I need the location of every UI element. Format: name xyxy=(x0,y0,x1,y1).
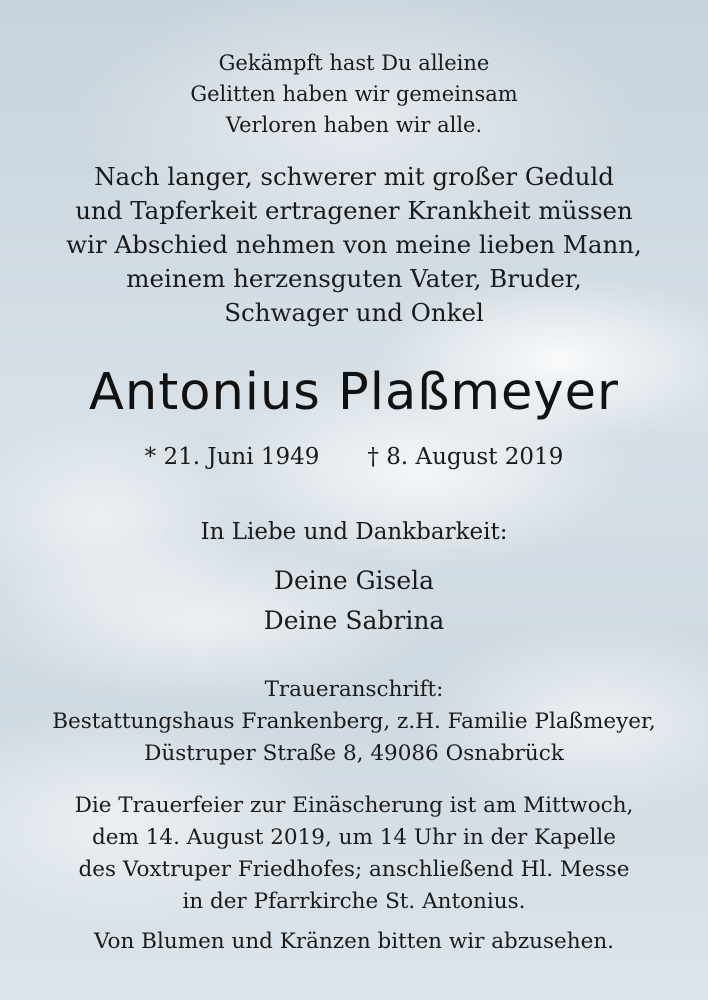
intro-line: und Tapferkeit ertragener Krankheit müssen xyxy=(75,196,633,225)
ceremony-info xyxy=(0,790,708,918)
ceremony-line: Die Trauerfeier zur Einäscherung ist am Mittwoch, xyxy=(74,793,634,818)
closing-note: Von Blumen und Kränzen bitten wir abzusehen. xyxy=(94,929,614,954)
mourning-address xyxy=(0,674,708,770)
death-date: † 8. August 2019 xyxy=(367,444,564,470)
poem-line: Verloren haben wir alle. xyxy=(225,113,483,137)
signers xyxy=(0,561,708,641)
signer: Deine Sabrina xyxy=(263,606,445,635)
intro-line: Schwager und Onkel xyxy=(224,298,484,327)
intro-line: wir Abschied nehmen von meine lieben Mann, xyxy=(66,230,642,259)
birth-date: * 21. Juni 1949 xyxy=(144,444,320,470)
intro-line: Nach langer, schwerer mit großer Geduld xyxy=(94,162,614,191)
address-line: Traueranschrift: xyxy=(264,677,444,702)
address-line: Düstruper Straße 8, 49086 Osnabrück xyxy=(144,741,564,766)
address-line: Bestattungshaus Frankenberg, z.H. Familie Plaßmeyer, xyxy=(52,709,656,734)
poem xyxy=(0,48,708,141)
deceased-name: Antonius Plaßmeyer xyxy=(89,363,619,422)
signer: Deine Gisela xyxy=(273,566,435,595)
poem-line: Gekämpft hast Du alleine xyxy=(218,51,490,75)
ceremony-line: des Voxtruper Friedhofes; anschließend Hl. Messe xyxy=(78,857,630,882)
intro-text xyxy=(0,160,708,330)
ceremony-line: in der Pfarrkirche St. Antonius. xyxy=(182,889,526,914)
farewell-heading: In Liebe und Dankbarkeit: xyxy=(200,519,508,545)
intro-line: meinem herzensguten Vater, Bruder, xyxy=(126,264,582,293)
life-dates xyxy=(0,440,708,474)
ceremony-line: dem 14. August 2019, um 14 Uhr in der Kapelle xyxy=(92,825,616,850)
poem-line: Gelitten haben wir gemeinsam xyxy=(190,82,518,106)
